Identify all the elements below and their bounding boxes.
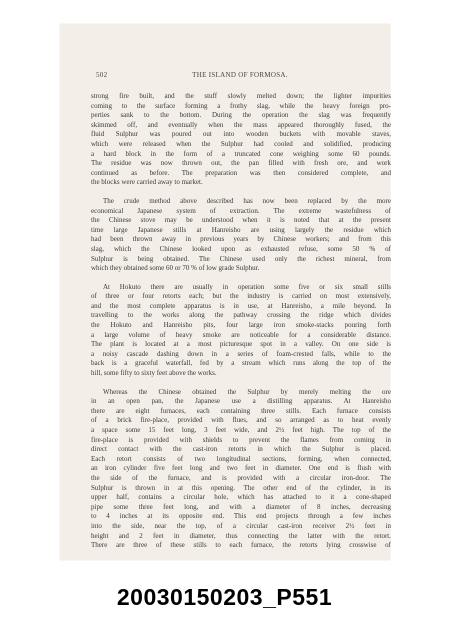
paragraph bbox=[91, 92, 391, 188]
text-line: pipe some three feet long, and with a diameter of 8 inches, decreasing bbox=[91, 502, 391, 511]
text-line: perties sank to the bottom. During the operation the slag was frequently bbox=[91, 111, 391, 120]
text-line: slag, which the Chinese looked upon as exhausted refuse, some 50 % of bbox=[91, 244, 391, 253]
catalog-id-label: 20030150203_P551 bbox=[116, 584, 333, 610]
text-line: back is a graceful waterfall, fed by a stream which runs along the top of the bbox=[91, 359, 391, 368]
text-line: The plant is located at a most picturesque spot in a valley. On one side is bbox=[91, 340, 391, 349]
paragraph bbox=[91, 283, 391, 379]
text-line: There are three of these stills to each furnace, the retorts lying crosswise of bbox=[91, 541, 391, 550]
text-line: into the side, near the top, of a circular cast-iron receiver 2½ feet in bbox=[91, 521, 391, 530]
text-line: a noisy cascade dashing down in a series of foam-crested falls, while to the bbox=[91, 349, 391, 358]
text-line: a space some 15 feet long, 3 feet wide, and 2½ feet high. The top of the bbox=[91, 426, 391, 434]
text-line: a large volume of heavy smoke are noticeable for a considerable distance. bbox=[91, 330, 391, 339]
text-line: Sulphur is thrown in at this opening. The other end of the cylinder, in its bbox=[91, 483, 391, 492]
text-line: The residue was now thrown out, the pan filled with fresh ore, and work bbox=[91, 159, 391, 168]
paragraph bbox=[91, 197, 391, 274]
body-text bbox=[91, 92, 391, 560]
text-line: which were released when the Sulphur had cooled and solidified, producing bbox=[91, 139, 391, 148]
text-line: direct contact with the cast-iron retorts in which the Sulphur is placed. bbox=[91, 445, 391, 454]
text-line: had been thrown away in previous years by Chinese workers; and from this bbox=[91, 235, 391, 244]
text-line: upper half, contains a circular hole, which has attached to it a cone-shaped bbox=[91, 493, 391, 502]
text-line: economical Japanese system of extraction. The extreme wastefulness of bbox=[91, 206, 391, 215]
running-head bbox=[96, 71, 384, 83]
text-line: a hard block in the form of a truncated cone weighing some 60 pounds. bbox=[91, 149, 391, 158]
text-line: there are eight furnaces, each containing three stills. Each furnace consists bbox=[91, 406, 391, 415]
text-line: hill, some fifty to sixty feet above the works. bbox=[91, 369, 217, 378]
text-line: At Hokuto there are usually in operation some five or six small stills bbox=[103, 282, 391, 291]
text-line: of three or four retorts each; but the industry is carried on most extensively, bbox=[91, 292, 391, 301]
text-line: fire-place is provided with shields to prevent the flames from coming in bbox=[91, 435, 391, 444]
text-line: coming to the surface forming a frothy slag, while the heavy foreign pro- bbox=[91, 101, 391, 110]
text-line: strong fire built, and the stuff slowly melted down; the lighter impurities bbox=[91, 92, 391, 100]
text-line: the side of the furnace, and is provided with a circular iron-door. The bbox=[91, 473, 391, 482]
text-line: height and 2 feet in diameter, thus connecting the latter with the retort. bbox=[91, 531, 391, 540]
page-number: 502 bbox=[96, 71, 108, 79]
text-line: an iron cylinder five feet long and two feet in diameter. One end is flush with bbox=[91, 464, 391, 473]
text-line: fluid Sulphur was poured out into wooden buckets with movable staves, bbox=[91, 130, 391, 139]
text-line: continued as before. The preparation was then considered complete, and bbox=[91, 168, 391, 177]
running-title: THE ISLAND OF FORMOSA. bbox=[192, 71, 288, 79]
text-line: Whereas the Chinese obtained the Sulphur by merely melting the ore bbox=[103, 387, 391, 396]
text-line: and the most complete apparatus is in use, at Hanreisho, a mile beyond. In bbox=[91, 301, 391, 310]
text-line: Each retort consists of two longitudinal sections, forming, when connected, bbox=[91, 454, 391, 463]
paragraph bbox=[91, 388, 391, 551]
text-line: to 4 inches at its opposite end. This end projects through a few inches bbox=[91, 512, 391, 521]
text-line: in an open pan, the Japanese use a distilling apparatus. At Hanreisho bbox=[91, 397, 391, 406]
text-line: the Chinese stove may be understood when it is noted that at the present bbox=[91, 216, 391, 225]
text-line: the blocks were carried away to market. bbox=[91, 178, 203, 187]
text-line: time large Japanese stills at Hanreisho are using largely the residue which bbox=[91, 225, 391, 234]
text-line: which they obtained some 60 or 70 % of low grade Sulphur. bbox=[91, 264, 260, 273]
text-line: Sulphur is being obtained. The Chinese used only the richest mineral, from bbox=[91, 254, 391, 263]
text-line: the Hokuto and Hanreisho pits, four large iron smoke-stacks pouring forth bbox=[91, 321, 391, 330]
text-line: of a brick fire-place, provided with flues, and so arranged as to heat evenly bbox=[91, 416, 391, 425]
text-line: The crude method above described has now been replaced by the more bbox=[103, 196, 391, 205]
text-line: skimmed off, and eventually when the mass appeared thoroughly fused, the bbox=[91, 120, 391, 129]
text-line: travelling to the works along the pathway crossing the ridge which divides bbox=[91, 311, 391, 320]
